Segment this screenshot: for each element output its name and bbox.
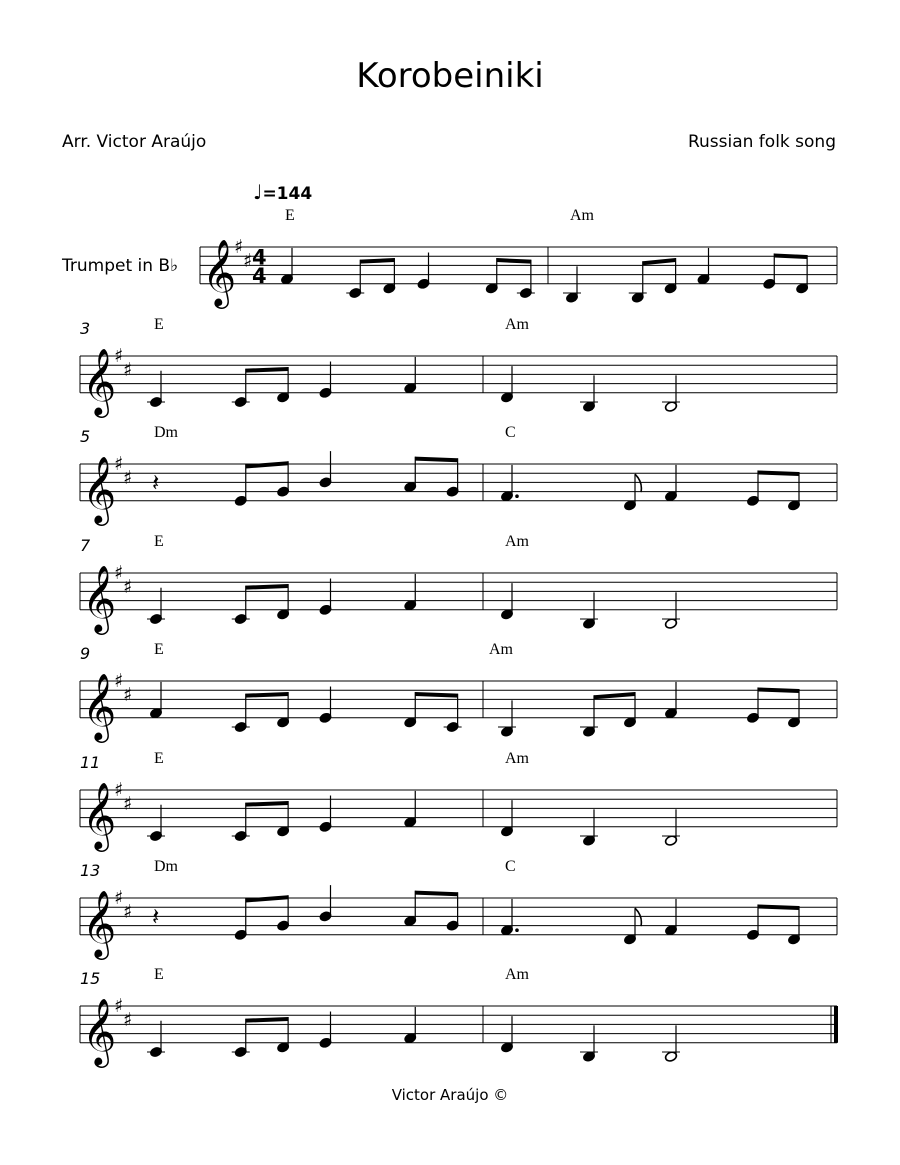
note-beam — [497, 258, 531, 264]
time-signature-top: 4 — [252, 245, 267, 270]
measure-number: 15 — [80, 969, 101, 988]
final-barline — [834, 1006, 838, 1043]
chord-symbol: Am — [505, 966, 529, 983]
key-sharp: ♯ — [114, 887, 124, 909]
key-sharp: ♯ — [114, 453, 124, 475]
treble-clef: 𝄞 — [82, 780, 117, 849]
measure-number: 9 — [80, 644, 91, 663]
arranger-credit: Arr. Victor Araújo — [62, 132, 207, 152]
augmentation-dot — [515, 494, 519, 498]
quarter-note-icon: ♩ — [253, 180, 263, 204]
key-sharp: ♯ — [123, 683, 133, 706]
chord-symbol: Am — [570, 207, 594, 224]
note-beam — [246, 584, 288, 590]
key-sharp: ♯ — [123, 1008, 133, 1031]
time-signature-bottom: 4 — [252, 263, 267, 288]
note-beam — [594, 692, 635, 699]
note-beam — [758, 904, 799, 910]
chord-symbol: Am — [505, 316, 529, 333]
chord-symbol: Am — [505, 750, 529, 767]
chord-symbol: Dm — [154, 424, 178, 441]
key-sharp: ♯ — [114, 562, 124, 584]
chord-symbol: Am — [489, 641, 513, 658]
key-sharp: ♯ — [114, 345, 124, 367]
note-beam — [246, 461, 288, 468]
measure-number: 3 — [80, 319, 91, 338]
key-sharp: ♯ — [123, 900, 133, 923]
measure-number: 7 — [80, 536, 91, 555]
chord-symbol: E — [285, 207, 295, 224]
note-beam — [246, 895, 288, 902]
tempo-value: =144 — [262, 184, 313, 204]
treble-clef: 𝄞 — [82, 671, 117, 740]
chord-symbol: E — [154, 641, 164, 658]
note-beam — [758, 687, 799, 693]
copyright-footer: Victor Araújo © — [391, 1086, 509, 1104]
treble-clef: 𝄞 — [82, 888, 117, 957]
quarter-rest: 𝄽 — [152, 902, 160, 931]
composer-credit: Russian folk song — [687, 132, 836, 152]
note-flag — [635, 474, 641, 492]
key-sharp: ♯ — [114, 779, 124, 801]
chord-symbol: E — [154, 533, 164, 550]
chord-symbol: E — [154, 316, 164, 333]
note-beam — [758, 470, 799, 476]
note-beam — [246, 692, 288, 698]
note-beam — [360, 258, 394, 264]
note-beam — [774, 253, 807, 259]
quarter-rest: 𝄽 — [152, 468, 160, 497]
key-sharp: ♯ — [123, 466, 133, 489]
chord-symbol: Am — [505, 533, 529, 550]
chord-symbol: C — [505, 424, 516, 441]
key-sharp: ♯ — [114, 670, 124, 692]
note-beam — [246, 801, 288, 807]
key-sharp: ♯ — [123, 792, 133, 815]
key-sharp: ♯ — [234, 236, 244, 258]
treble-clef: 𝄞 — [82, 346, 117, 415]
note-beam — [415, 891, 457, 897]
note-beam — [415, 692, 457, 698]
chord-symbol: C — [505, 858, 516, 875]
measure-number: 13 — [80, 861, 101, 880]
treble-clef: 𝄞 — [82, 454, 117, 523]
key-sharp: ♯ — [123, 575, 133, 598]
score-title: Korobeiniki — [356, 56, 544, 96]
key-sharp: ♯ — [114, 995, 124, 1017]
note-beam — [415, 457, 457, 463]
chord-symbol: E — [154, 966, 164, 983]
treble-clef: 𝄞 — [202, 237, 237, 306]
chord-symbol: Dm — [154, 858, 178, 875]
measure-number: 5 — [80, 427, 91, 446]
measure-number: 11 — [80, 753, 101, 772]
note-beam — [246, 367, 288, 373]
instrument-name: Trumpet in B♭ — [62, 256, 179, 276]
note-beam — [643, 258, 676, 265]
note-beam — [246, 1017, 288, 1023]
key-sharp: ♯ — [123, 358, 133, 381]
augmentation-dot — [515, 928, 519, 932]
treble-clef: 𝄞 — [82, 996, 117, 1065]
chord-symbol: E — [154, 750, 164, 767]
note-flag — [635, 908, 641, 926]
key-sharp: ♯ — [243, 249, 253, 272]
treble-clef: 𝄞 — [82, 563, 117, 632]
